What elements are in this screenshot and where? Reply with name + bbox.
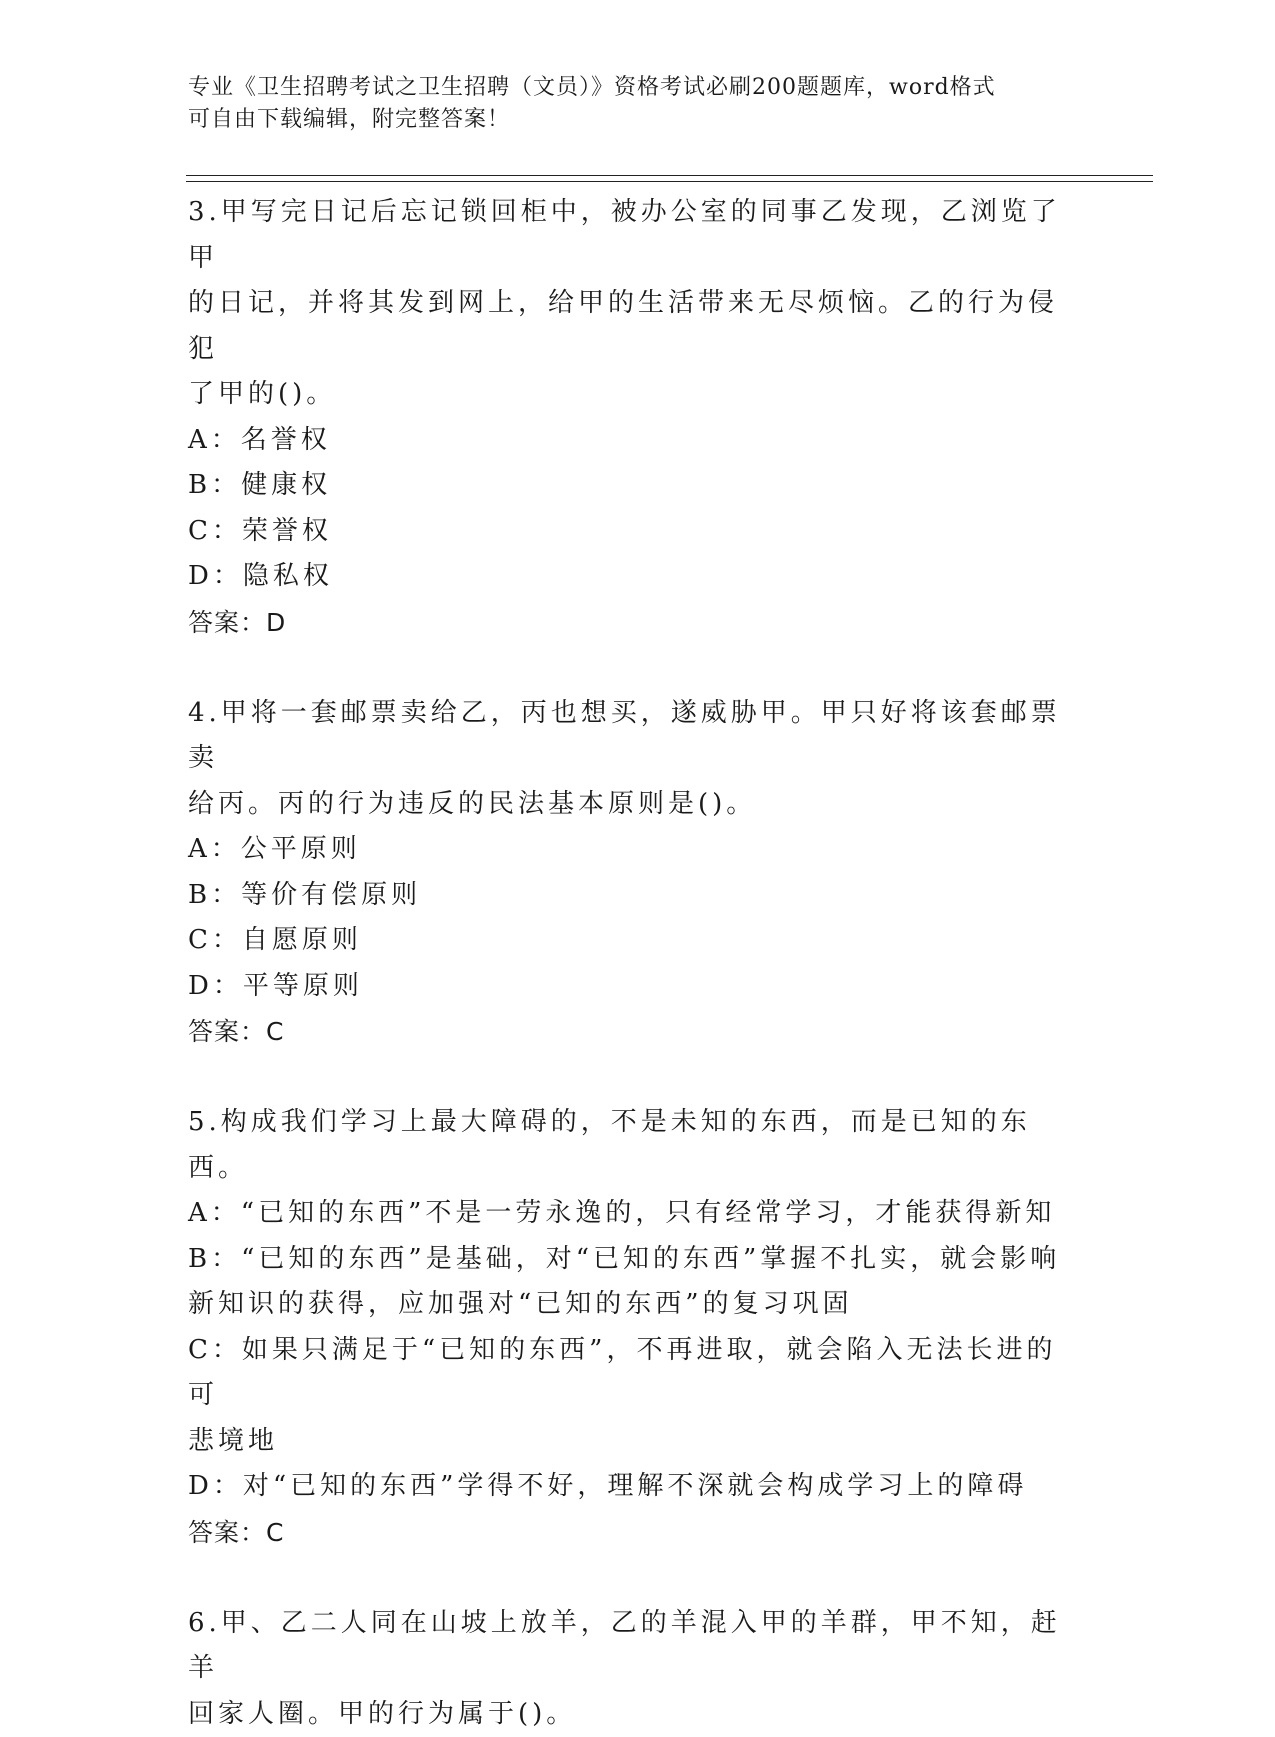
question-4	[188, 691, 1078, 1055]
option-b: B：等价有偿原则	[188, 873, 1078, 919]
option-d	[188, 1464, 1078, 1510]
question-spacer	[188, 1555, 1078, 1601]
question-text	[188, 190, 1078, 418]
option-list	[188, 1191, 1078, 1510]
option-line: B：“已知的东西”是基础，对“已知的东西”掌握不扎实，就会影响	[188, 1237, 1078, 1283]
option-list	[188, 827, 1078, 1009]
question-3	[188, 190, 1078, 645]
option-a: A：公平原则	[188, 827, 1078, 873]
question-6	[188, 1601, 1078, 1737]
header-title-line-1: 专业《卫生招聘考试之卫生招聘（文员）》资格考试必刷200题题库，word格式	[188, 72, 1068, 104]
header-rule-top	[186, 175, 1153, 176]
question-text-line: 3.甲写完日记后忘记锁回柜中，被办公室的同事乙发现，乙浏览了甲	[188, 190, 1078, 281]
question-spacer	[188, 645, 1078, 691]
document-header	[188, 72, 1068, 136]
option-b: B：健康权	[188, 463, 1078, 509]
question-5	[188, 1100, 1078, 1555]
option-line: A：“已知的东西”不是一劳永逸的，只有经常学习，才能获得新知	[188, 1191, 1078, 1237]
option-c	[188, 1328, 1078, 1465]
option-line: C：如果只满足于“已知的东西”，不再进取，就会陷入无法长进的可	[188, 1328, 1078, 1419]
question-text-line: 5.构成我们学习上最大障碍的，不是未知的东西，而是已知的东西。	[188, 1100, 1078, 1191]
option-line: 新知识的获得，应加强对“已知的东西”的复习巩固	[188, 1282, 1078, 1328]
option-c: C：荣誉权	[188, 509, 1078, 555]
question-text	[188, 691, 1078, 828]
question-text	[188, 1100, 1078, 1191]
option-d: D：隐私权	[188, 554, 1078, 600]
question-spacer	[188, 1055, 1078, 1101]
question-text-line: 回家人圈。甲的行为属于()。	[188, 1692, 1078, 1737]
answer-label: 答案：D	[188, 600, 1078, 646]
header-rule-bottom	[186, 181, 1153, 182]
option-b	[188, 1237, 1078, 1328]
header-title-line-2: 可自由下载编辑，附完整答案！	[188, 104, 1068, 136]
question-text	[188, 1601, 1078, 1737]
option-line: 悲境地	[188, 1419, 1078, 1465]
option-c: C：自愿原则	[188, 918, 1078, 964]
option-a	[188, 1191, 1078, 1237]
question-text-line: 了甲的()。	[188, 372, 1078, 418]
question-text-line: 给丙。丙的行为违反的民法基本原则是()。	[188, 782, 1078, 828]
option-line: D：对“已知的东西”学得不好，理解不深就会构成学习上的障碍	[188, 1464, 1078, 1510]
question-list	[188, 190, 1078, 1737]
answer-label: 答案：C	[188, 1009, 1078, 1055]
option-list	[188, 418, 1078, 600]
option-a: A：名誉权	[188, 418, 1078, 464]
question-text-line: 4.甲将一套邮票卖给乙，丙也想买，遂威胁甲。甲只好将该套邮票卖	[188, 691, 1078, 782]
question-text-line: 6.甲、乙二人同在山坡上放羊，乙的羊混入甲的羊群，甲不知，赶羊	[188, 1601, 1078, 1692]
question-text-line: 的日记，并将其发到网上，给甲的生活带来无尽烦恼。乙的行为侵犯	[188, 281, 1078, 372]
answer-label: 答案：C	[188, 1510, 1078, 1556]
option-d: D：平等原则	[188, 964, 1078, 1010]
